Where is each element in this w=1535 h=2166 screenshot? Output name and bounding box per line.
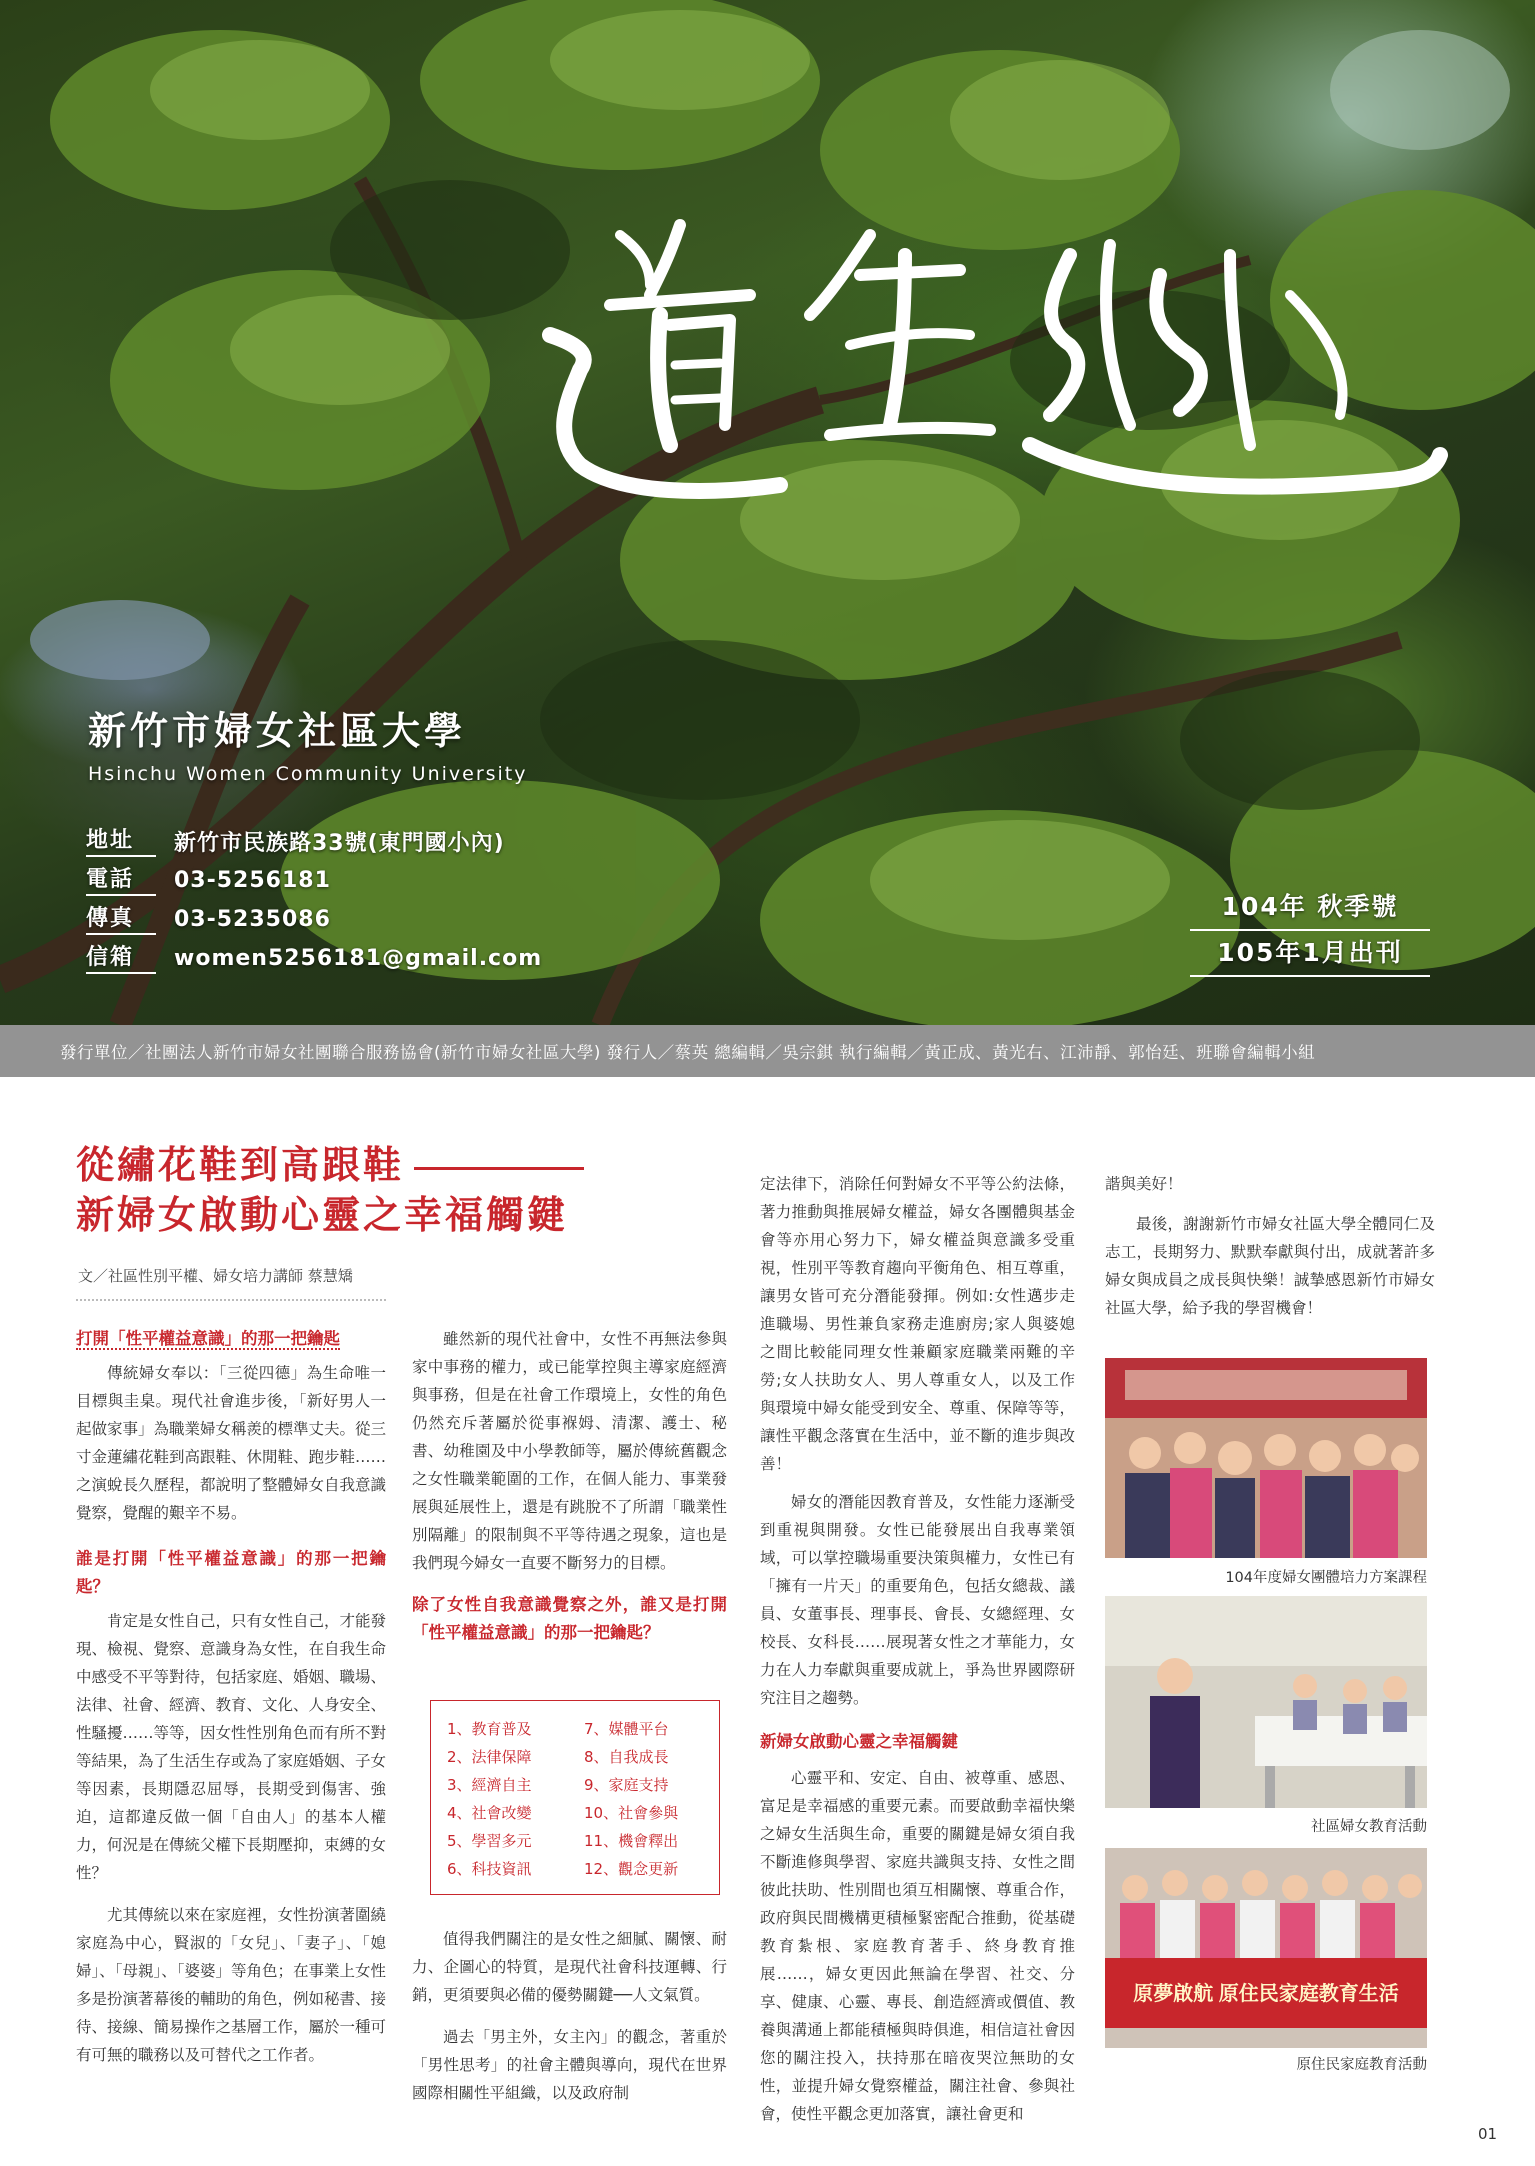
paragraph: 尤其傳統以來在家庭裡，女性扮演著圍繞家庭為中心，賢淑的「女兒」、「妻子」、「媳婦」、「母親」、「婆婆」等角色；在事業上女性多是扮演著幕後的輔助的角色，例如秘書、接待、接線、簡易操作之基層工作，屬於一種可有可無的職務以及可替代之工作者。 <box>76 1906 387 2064</box>
page-number: 01 <box>1478 2125 1498 2143</box>
list-item: 11、機會釋出 <box>584 1832 679 1850</box>
article-column-2-continued <box>412 1925 727 2107</box>
paragraph: 過去「男主外，女主內」的觀念，著重於「男性思考」的社會主體與導向，現代在世界國際相關性平組織，以及政府制 <box>412 2028 727 2102</box>
paragraph: 心靈平和、安定、自由、被尊重、感恩、富足是幸福感的重要元素。而要啟動幸福快樂之婦女生活與生命，重要的關鍵是婦女須自我不斷進修與學習、家庭共識與支持、女性之間彼此扶助、性別間也須互相關懷、尊重合作，政府與民間機構更積極緊密配合推動，從基礎教育紮根、家庭教育著手、終身教育推展……，婦女更因此無論在學習、社交、分享、健康、心靈、專長、創造經濟或價值、教養與溝通上都能積極與時俱進，相信這社會因您的關注投入，扶持那在暗夜哭泣無助的女性，並提升婦女覺察權益，關注社會、參與社會，使性平觀念更加落實，讓社會更和 <box>760 1769 1075 2123</box>
list-item: 7、媒體平台 <box>584 1720 669 1738</box>
article-title <box>76 1140 716 1240</box>
paragraph: 肯定是女性自己，只有女性自己，才能發現、檢視、覺察、意識身為女性，在自我生命中感受不平等對待，包括家庭、婚姻、職場、法律、社會、經濟、教育、文化、人身安全、性騷擾……等等，因女性性別角色而有所不對等結果，為了生活生存或為了家庭婚姻、子女等因素，長期隱忍屈辱，長期受到傷害、強迫，這都違反做一個「自由人」的基本人權力，何況是在傳統父權下長期壓抑，束縛的女性？ <box>76 1612 387 1882</box>
contact-label: 信箱 <box>86 944 156 974</box>
organization-name <box>88 700 528 785</box>
article-column-2 <box>412 1325 727 1647</box>
credits-bar: 發行單位／社團法人新竹市婦女社團聯合服務協會(新竹市婦女社區大學) 發行人／蔡英 總編輯／吳宗錤 執行編輯／黃正成、黃光右、江沛靜、郭怡廷、班聯會編輯小組 <box>0 1025 1535 1077</box>
subheading: 誰是打開「性平權益意識」的那一把鑰匙？ <box>76 1549 386 1596</box>
key-factors-list <box>430 1700 720 1895</box>
photo-group-class <box>1105 1358 1427 1558</box>
calligraphy-title <box>510 195 1450 525</box>
contact-fax <box>86 900 542 939</box>
photo-caption: 原住民家庭教育活動 <box>1296 2057 1427 2073</box>
contact-label: 地址 <box>86 827 156 857</box>
list-item: 1、教育普及 <box>447 1720 532 1738</box>
banner-text: 原夢啟航 原住民家庭教育生活 <box>1133 1983 1399 2005</box>
list-item: 9、家庭支持 <box>584 1776 669 1794</box>
subheading: 打開「性平權益意識」的那一把鑰匙 <box>76 1329 340 1348</box>
subheading: 新婦女啟動心靈之幸福觸鍵 <box>760 1732 958 1751</box>
group-photo-image <box>1105 1358 1427 1558</box>
title-rule <box>414 1167 584 1170</box>
contact-address <box>86 822 542 861</box>
list-item: 5、學習多元 <box>447 1832 532 1850</box>
contact-value: 03-5256181 <box>174 868 331 893</box>
classroom-photo-image <box>1105 1596 1427 1808</box>
list-right <box>584 1715 703 1880</box>
article-title-line2: 新婦女啟動心靈之幸福觸鍵 <box>76 1192 569 1237</box>
list-item: 10、社會參與 <box>584 1804 679 1822</box>
contact-value: women5256181@gmail.com <box>174 946 543 971</box>
contact-email <box>86 939 542 978</box>
article-column-3 <box>760 1170 1075 2128</box>
contact-label: 傳真 <box>86 905 156 935</box>
paragraph: 雖然新的現代社會中，女性不再無法參與家中事務的權力，或已能掌控與主導家庭經濟與事務，但是在社會工作環境上，女性的角色仍然充斥著屬於從事褓姆、清潔、護士、秘書、幼稚園及中小學教師等，屬於傳統舊觀念之女性職業範圍的工作，在個人能力、事業發展與延展性上，還是有跳脫不了所謂「職業性別隔離」的限制與不平等待遇之現象，這也是我們現今婦女一直要不斷努力的目標。 <box>412 1330 727 1572</box>
contact-value: 新竹市民族路33號(東門國小內) <box>174 831 505 856</box>
subheading: 除了女性自我意識覺察之外，誰又是打開「性平權益意識」的那一把鑰匙？ <box>412 1595 727 1642</box>
photo-indigenous-family <box>1105 1848 1427 2048</box>
byline: 文／社區性別平權、婦女培力講師 蔡慧矯 <box>78 1267 353 1285</box>
cover-photo <box>0 0 1535 1025</box>
divider <box>76 1299 386 1301</box>
list-left <box>447 1715 566 1880</box>
article-title-line1: 從繡花鞋到高跟鞋 <box>76 1142 405 1187</box>
issue-info <box>1190 885 1430 977</box>
list-item: 8、自我成長 <box>584 1748 669 1766</box>
paragraph: 值得我們關注的是女性之細膩、關懷、耐力、企圖心的特質，是現代社會科技運轉、行銷，更須要與必備的優勢關鍵──人文氣質。 <box>412 1930 727 2004</box>
paragraph: 傳統婦女奉以：「三從四德」為生命唯一目標與圭臬。現代社會進步後，「新好男人一起做家事」為職業婦女稱羨的標準丈夫。從三寸金蓮繡花鞋到高跟鞋、休閒鞋、跑步鞋……之演蛻長久歷程，都說明了整體婦女自我意識覺察，覺醒的艱辛不易。 <box>76 1364 387 1522</box>
org-name-english: Hsinchu Women Community University <box>88 763 528 785</box>
list-item: 3、經濟自主 <box>447 1776 532 1794</box>
list-item: 4、社會改變 <box>447 1804 532 1822</box>
photo-caption: 104年度婦女團體培力方案課程 <box>1225 1570 1427 1586</box>
paragraph: 定法律下，消除任何對婦女不平等公約法條，著力推動與推展婦女權益，婦女各團體與基金會等亦用心努力下，婦女權益與意識多受重視，性別平等教育趨向平衡角色、相互尊重，讓男女皆可充分潛能發揮。例如:女性邁步走進職場、男性兼負家務走進廚房;家人與婆媳之間比較能同理女性兼顧家庭職業兩難的辛勞;女人扶助女人、男人尊重女人，以及工作與環境中婦女能受到安全、尊重、保障等等，讓性平觀念落實在生活中，並不斷的進步與改善！ <box>760 1175 1075 1473</box>
contact-phone <box>86 861 542 900</box>
photo-community-class <box>1105 1596 1427 1808</box>
paragraph: 婦女的潛能因教育普及，女性能力逐漸受到重視與開發。女性已能發展出自我專業領域，可以掌控職場重要決策與權力，女性已有「擁有一片天」的重要角色，包括女總裁、議員、女董事長、理事長、會長、女總經理、女校長、女科長……展現著女性之才華能力，女力在人力奉獻與重要成就上，爭為世界國際研究注目之趨勢。 <box>760 1493 1075 1707</box>
issue-season: 104年 秋季號 <box>1190 885 1430 931</box>
paragraph: 諧與美好！ <box>1105 1175 1183 1193</box>
photo-caption: 社區婦女教育活動 <box>1311 1819 1427 1835</box>
article-column-1 <box>76 1325 386 2069</box>
contact-label: 電話 <box>86 866 156 896</box>
contact-value: 03-5235086 <box>174 907 331 932</box>
list-item: 6、科技資訊 <box>447 1860 532 1878</box>
family-education-photo-image <box>1105 1848 1427 2048</box>
org-name-chinese: 新竹市婦女社區大學 <box>88 709 467 753</box>
list-item: 2、法律保障 <box>447 1748 532 1766</box>
article-column-4 <box>1105 1170 1435 1322</box>
list-item: 12、觀念更新 <box>584 1860 679 1878</box>
paragraph: 最後，謝謝新竹市婦女社區大學全體同仁及志工，長期努力、默默奉獻與付出，成就著許多婦女與成員之成長與快樂！誠摯感恩新竹市婦女社區大學，給予我的學習機會！ <box>1105 1215 1435 1317</box>
publish-date: 105年1月出刊 <box>1190 931 1430 977</box>
contact-info <box>86 822 542 978</box>
